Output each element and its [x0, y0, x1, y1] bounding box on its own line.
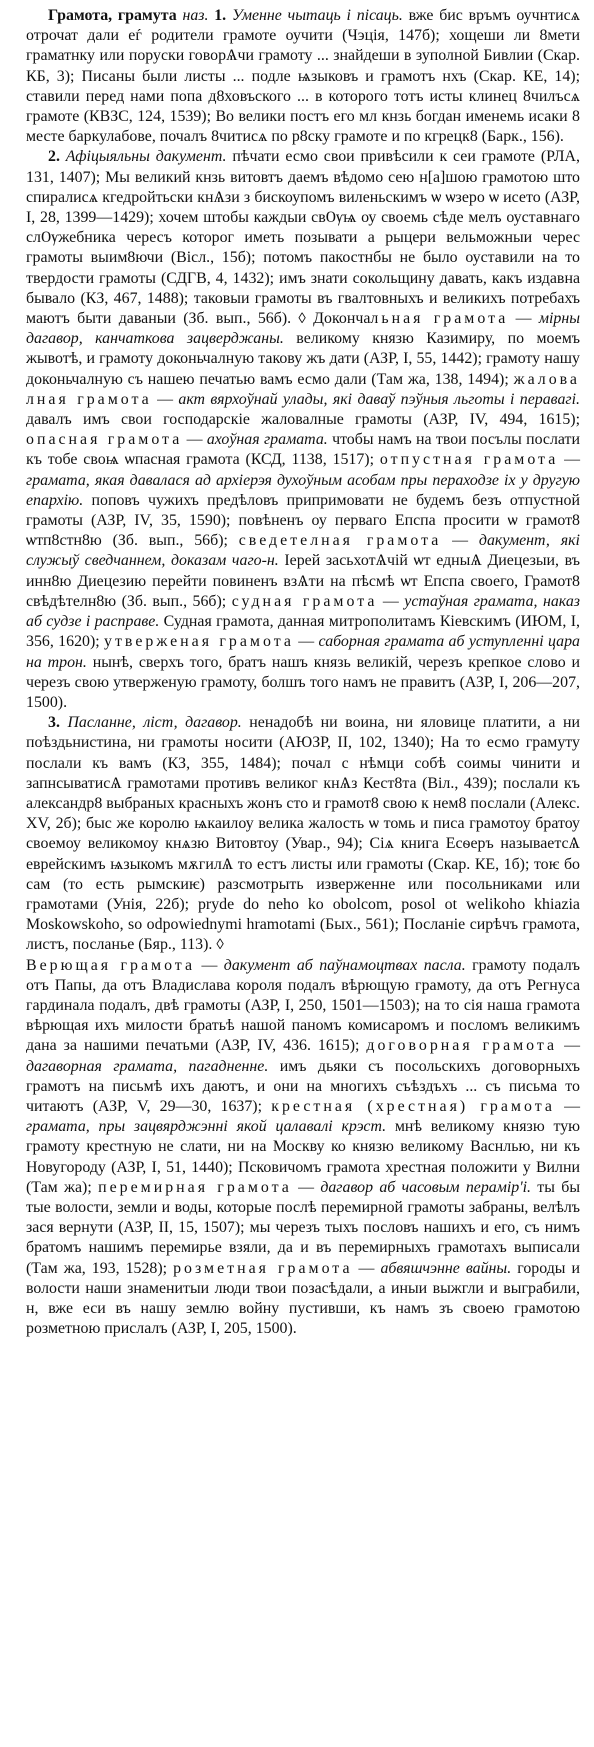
dictionary-entry — [26, 6, 580, 147]
sense-number: 2. — [48, 148, 60, 166]
definition-text: устаўная грамата, наказ аб судзе і расправе. — [26, 592, 580, 631]
definition-text: ахоўная грамата. — [206, 431, 328, 449]
citation-text: — — [352, 1259, 381, 1277]
citation-text: — — [377, 592, 405, 610]
citation-text: ненадобѣ ни воина, ни яловице платити, а ни поѣздьнистина, ни грамоты носити (АЮЗР, II, 102, 1340); На то есмо грамуту послали къ вамъ (КЗ, 355, 1484); почал с нѣмци собѣ соимы чинити и запнсыватисѦ грамотами противъ великог кнѦз Кест8та (Віл., 439); послали къ александр8 выбраных красныхъ жонъ сто и грамот8 свою к нем8 послали (Алекс. XV, 2б); быс же королю ѩкаилоу велика жалость ѡ томь и писа грамотоу братоу своемоу великомоу кнѧзю Витовтоу (Увар., 94); Сіѧ книга Есѳеръ называетсѦ еврейскимъ ѩзыкомъ мѫгилѦ то естъ листы или грамоты (Скар. КЕ, 1б); тоѥ бо сам (то есть рымскиѥ) разсмотрыть изверженне или посольниками или грамотами (Унія, 22б); pryde do neho ko obolcom, posol ot welikoho khiazia Moskowskoho, so odpowiednymi hramotami (Бых., 561); Посланіе сирѣчъ грамота, листъ, посланье (Бяр., 113). — [26, 714, 580, 954]
phrase-term: утверженая грамота — [104, 633, 294, 651]
phrase-term: опасная грамота — [26, 431, 183, 449]
sense-body — [26, 714, 580, 953]
citation-text: чтобы намъ на твои посълы послати къ тобе своѩ ѡпасная грамота (КСД, 1138, 1517); — [26, 431, 580, 469]
diamond-marker: ◊ — [216, 937, 224, 954]
citation-text: — — [557, 1037, 580, 1055]
citation-text: — — [195, 956, 224, 974]
sense-paragraph — [26, 713, 580, 955]
citation-text: — — [508, 310, 539, 328]
citation-text: вже бис връмъ оучнтисѧ отрочат дали еѓ родители грамоте оучити (Чэція, 147б); хощеши ли 8мети граматнку или поруски говорѦчи грамоту ... знайдеши в зуполной Бивлии (Скар. КБ, 3); Писаны были листы ... подле ѩзыковъ и грамотъ нхъ (Скар. КЕ, 14); ставили перед нами попа д8ховъского ... в которого тотъ исты клинец 8чилъсѧ грамоте (КВЗС, 124, 1539); Во велики постъ его мл кнзь богдан именемь исаки 8 месте баркулабове, почалъ 8читисѧ по р8ску грамоте и по кгрецк8 (Барк., 156). — [26, 7, 580, 146]
citation-text: городы и волости наши знаменитыи люди твои позасѣдали, а иныи выжгли и выграбили, н, вже еси въ нашу землю войну пустивши, къ намъ зъ своею грамотою розметною прислалъ (АЗР, I, 205, 1500). — [26, 1259, 580, 1338]
definition-text: дагаворная грамата, пагадненне. — [26, 1057, 269, 1075]
citation-text: нынѣ, сверхъ того, братъ нашъ князь великій, черезъ крепкое слово и черезъ свою утверженую грамоту, болшъ того намъ не правитъ (АЗР, I, 206—207, 1500). — [26, 653, 580, 711]
phrase-term: перемирная грамота — [98, 1178, 292, 1196]
sense-paragraph — [26, 147, 580, 713]
citation-text: поповъ чужихъ предѣловъ припримовати не будемъ безъ отпустной грамоты (АЗР, IV, 35, 1590); повѣненъ оу перваго Епспа просити ѡ грамот8 ѡтп8стн8ю (Зб. вып., 56б); — [26, 491, 580, 550]
citation-text: — — [441, 532, 479, 550]
citation-text: пѣчати есмо свои привѣсили к сеи грамоте (РЛА, 131, 1407); Мы великий кнзь витовтъ даемъ вѣдомо сею н[а]шою грамотою што спиралисѧ кгедройтьски кнѦзи з бискоупомъ виленьскимъ ѡ ѡзеро ѡ исето (АЗР, I, 28, 1399—1429); хочем штобы каждыи свѸѩ оу своемь сѣде мелъ оуставнаго слѸжебника чересъ которог иметь позывати а рыцери вельможныи черес грамоты выим8ючи (Вісл., 15б); потомъ пакостнбы не было оуставили на то твердости грамоты (СДГВ, 4, 1432); имъ знати сокольщину давать, какъ издавна бывало (КЗ, 467, 1488); таковыи грамоты въ гвалтовныхъ и великихъ потребахъ маютъ быти даваныи (Зб. вып., 56б). — [26, 148, 580, 328]
citation-text: — — [182, 431, 207, 449]
citation-text: — — [293, 633, 319, 651]
definition-text: грамата, якая давалася ад архіерэя духоўным асобам пры пераходзе іх у другую епархію. — [26, 471, 580, 509]
phrase-continuation — [26, 956, 580, 1340]
citation-text: Iерей засьхотѦчій ѡт едныѦ Диецезыи, въ инн8ю Диецезию перейти повиненъ взѦти на пѣсмѣ ѡт Епспа своего, Грамот8 свѣдѣтелн8ю (Зб. вып., 56б); — [26, 552, 580, 610]
phrase-term: крестная (хрестная) грамота — [271, 1097, 555, 1115]
citation-text: великому князю Казимиру, по моемъ жывотѣ, и грамоту доконьчалную такову жъ дати (АЗР, I, 55, 1442); грамоту нашу доконьчалную съ нашею печатью вамъ есмо дали (Там жа, 138, 1494); — [26, 330, 580, 388]
citation-text: — — [554, 1097, 580, 1115]
citation-text: — — [558, 451, 581, 469]
diamond-marker: ◊ — [298, 311, 306, 328]
definition-text: грамата, пры зацвярджэнні якой цалавалі крэст. — [26, 1118, 387, 1136]
citation-text: — — [291, 1178, 321, 1196]
sense-number: 1. — [214, 7, 227, 24]
definition-text: саборная грамата аб уступленні цара на трон. — [26, 633, 580, 671]
definition-text: дакумент, які служыў сведчаннем, доказам чаго-н. — [26, 532, 580, 570]
definition-text: Пасланне, ліст, дагавор. — [67, 714, 242, 732]
definition-text: Афіцыяльны дакумент. — [65, 148, 227, 166]
citation-text: имъ дьяки съ посольскихъ договорныхъ грамотъ на письмѣ ихъ даютъ, и они на многихъ съѣздъхъ ... съ письма то читаютъ (АЗР, V, 29—30, 1637); — [26, 1057, 580, 1115]
citation-text: Судная грамота, данная митрополитамъ Кіевскимъ (ИЮМ, I, 356, 1620); — [26, 613, 581, 651]
phrase-term: жалова лная грамота — [26, 370, 580, 408]
phrase-term: судная грамота — [231, 592, 378, 610]
definition-text: мірны дагавор, канчаткова зацверджаны. — [26, 310, 581, 348]
citation-text: грамоту подалъ отъ Папы, да отъ Владислава короля подалъ вѣрющую грамоту, да отъ Регнуса гардинала подалъ, двѣ грамоты (АЗР, I, 250, 1501—1503); на то сія наша грамота вѣрющая ихъ милости братьѣ нашой паномъ комисаромъ и посломъ великимъ дана за нашими печатьми (АЗР, IV, 436. 1615); — [26, 956, 580, 1055]
definition-text: дагавор аб часовым перамір'і. — [320, 1178, 531, 1196]
phrase-term: Верющая грамота — [26, 956, 196, 974]
sense-body — [26, 7, 580, 145]
continuation-body — [26, 957, 580, 1338]
definition-text: Уменне чытаць і пісаць. — [231, 7, 403, 24]
headword: Грамота, грамута — [48, 7, 177, 24]
sense-number: 3. — [48, 714, 60, 732]
citation-text: давалъ имъ свои господарскіе жаловалные грамоты (АЗР, IV, 494, 1615); — [26, 411, 580, 429]
definition-text: акт вярхоўнай улады, які даваў пэўныя льготы і перавагі. — [178, 390, 580, 408]
citation-text: — — [151, 390, 179, 408]
part-of-speech: наз. — [182, 7, 209, 24]
citation-text: Доконча — [305, 310, 371, 328]
definition-text: дакумент аб паўнамоцтвах пасла. — [223, 956, 466, 974]
citation-text: ты бы тые волости, земли и воды, которые послѣ перемирной грамоты забраны, велѣлъ зася вернути (АЗР, II, 15, 1507); мы черезъ тыхъ пословъ нашихъ и его, съ нимъ братомъ нашимъ перемирье взяли, да и въ перемирныхъ грамотахъ выписали (Там жа, 193, 1528); — [26, 1178, 580, 1277]
phrase-term: льная грамота — [370, 310, 509, 328]
phrase-term: сведетелная грамота — [238, 532, 442, 550]
phrase-term: розметная грамота — [173, 1259, 353, 1277]
definition-text: абвяшчэнне вайны. — [380, 1259, 512, 1277]
sense-body — [26, 148, 580, 710]
phrase-term: отпустная грамота — [379, 451, 559, 469]
phrase-term: договорная грамота — [366, 1037, 558, 1055]
citation-text: мнѣ великому князю тую грамоту крестную не слати, ни на Москву ко князю великому Васнлью, ни къ Новугороду (АЗР, I, 51, 1440); Псковичомъ грамота хрестная положити у Вилни (Там жа); — [26, 1118, 581, 1196]
